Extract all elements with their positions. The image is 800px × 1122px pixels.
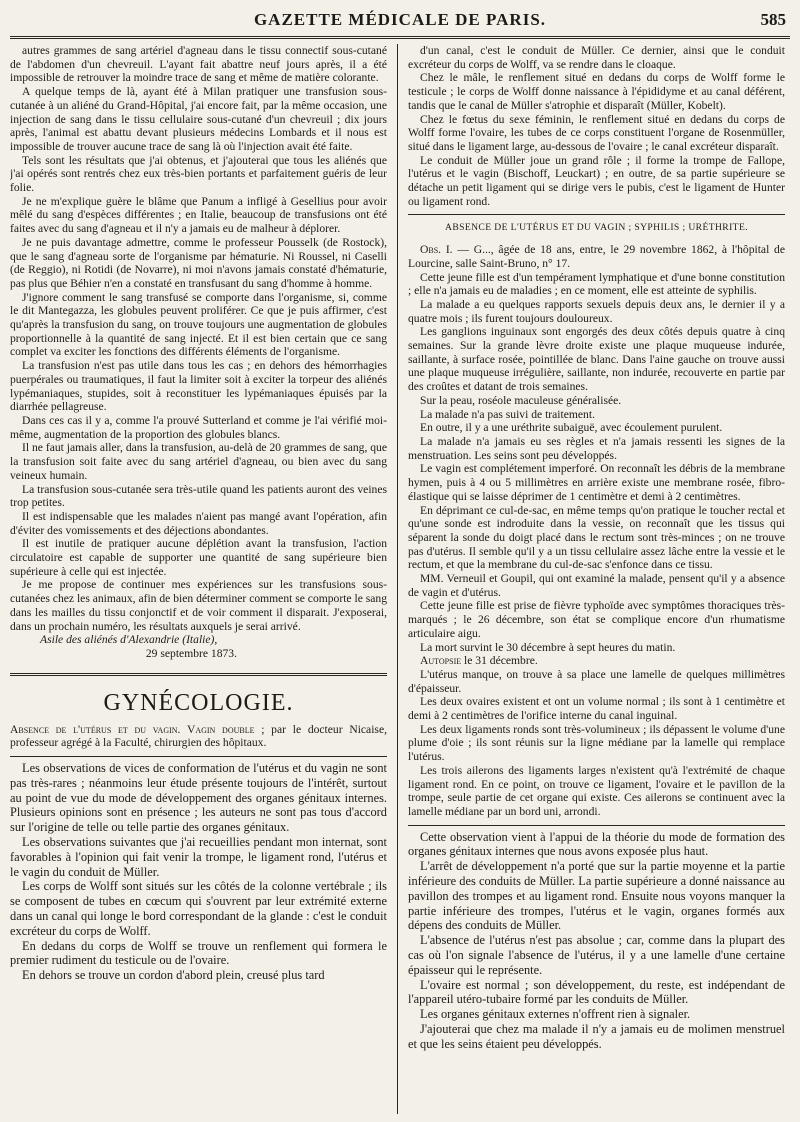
left-top-body	[10, 44, 387, 633]
section-title: GYNÉCOLOGIE.	[103, 689, 294, 716]
paragraph: Cette jeune fille est prise de fièvre typhoïde avec symptômes thoraciques très-marqués ; le 26 décembre, son état se complique encore d'un rhumatisme articulaire aigu.	[408, 599, 785, 640]
paragraph: MM. Verneuil et Goupil, qui ont examiné la malade, pensent qu'il y a absence de vagin et d'utérus.	[408, 572, 785, 599]
paragraph: Le vagin est complétement imperforé. On reconnaît les débris de la membrane hymen, puis à 4 ou 5 millimètres en arrière existe une membrane rosée, fibro-élastique qui se laisse déprimer de 1 centimètre et demi à 2 centimètres.	[408, 462, 785, 503]
autopsy-label: Autopsie	[420, 654, 462, 668]
paragraph: d'un canal, c'est le conduit de Müller. Ce dernier, ainsi que le conduit excréteur du corps de Wolff, va se rendre dans le cloaque.	[408, 44, 785, 71]
paragraph: La malade n'a jamais eu ses règles et n'a jamais ressenti les signes de la menstruation. Les seins sont peu développés.	[408, 434, 785, 462]
signature-date: 29 septembre 1873.	[145, 646, 237, 660]
left-bottom-body	[10, 761, 387, 983]
paragraph: Sur la peau, roséole maculeuse généralisée.	[420, 393, 622, 407]
subheading-rule	[408, 214, 785, 215]
paragraph: autres grammes de sang artériel d'agneau dans le tissu connectif sous-cutané de l'abdomen d'un chevreuil. L'ayant fait abattre neuf jours après, il a été impossible de retrouver la moindre trace de sang et même de matière colorante.	[10, 44, 387, 85]
paragraph: L'utérus manque, on trouve à sa place une lamelle de quelques millimètres d'épaisseur.	[408, 667, 785, 695]
paragraph: Je me propose de continuer mes expériences sur les transfusions sous-cutanées chez les animaux, afin de bien déterminer comment se comporte le sang dans les mailles du tissu conjonctif et de voir comment il disparait. J'exposerai, dans un prochain numéro, les résultats auxquels je serai arrivé.	[10, 578, 387, 633]
signature: Asile des aliénés d'Alexandrie (Italie),	[40, 633, 218, 647]
article-lead	[10, 723, 387, 750]
paragraph: L'ovaire est normal ; son développement, du reste, est indépendant de l'appareil utéro-tubaire formé par les conduits de Müller.	[408, 977, 785, 1007]
column-rule	[397, 44, 398, 1114]
paragraph: En déprimant ce cul-de-sac, en même temps qu'on pratique le toucher rectal et qu'une sonde est indroduite dans la vessie, on reconnaît que les tissus qui séparent la sonde du doigt placé dans le rectum sont très-minces ; on ne trouve pas d'utérus. Il semble qu'il y a un tissu cellulaire assez lâche entre la vessie et le rectum, et que la membrane du cul-de-sac s'enfonce dans ce tissu.	[408, 503, 785, 572]
paragraph: En dehors se trouve un cordon d'abord plein, creusé plus tard	[22, 968, 325, 983]
page-number: 585	[760, 10, 786, 29]
right-mid-body	[408, 271, 785, 655]
right-autopsy-body	[408, 668, 785, 819]
section-separator	[10, 673, 387, 679]
paragraph: Les organes génitaux externes n'offrent rien à signaler.	[420, 1007, 691, 1022]
paragraph: Chez le mâle, le renflement situé en dedans du corps de Wolff forme le testicule ; le corps de Wolff donne naissance à l'épididyme et au canal déférent, tandis que le canal de Müller s'atrophie et disparaît (Müller, Kobelt).	[408, 71, 785, 112]
paragraph: Je ne m'explique guère le blâme que Panum a infligé à Gesellius pour avoir mêlé du sang d'espèces différentes ; en Italie, beaucoup de transfusions ont été faites avec du sang d'agneau et il n'y a jamais eu de malheur à déplorer.	[10, 194, 387, 236]
newspaper-page	[10, 0, 790, 1122]
paragraph: Il est indispensable que les malades n'aient pas mangé avant l'opération, afin d'éviter des vomissements et des déjections abondantes.	[10, 509, 387, 537]
paragraph: Les ganglions inguinaux sont engorgés des deux côtés depuis quatre à cinq semaines. Sur la grande lèvre droite existe une plaque muqueuse indurée, saillante, à surface rosée, pointillée de blanc. Dans l'aine gauche on trouve aussi une plaque muqueuse irrégulière, saillante, non indurée, recouverte en partie par des croûtes et datant de trois semaines.	[408, 325, 785, 394]
paragraph: La transfusion n'est pas utile dans tous les cas ; en dehors des hémorrhagies puerpérales ou traumatiques, il faut la limiter soit à exciter la torpeur des aliénés lypémaniaques, stupides, soit à reconstituer les lypémaniaques épuisés par la diarrhée pellagreuse.	[10, 359, 387, 414]
right-column	[408, 44, 785, 1114]
left-column	[10, 44, 387, 1114]
article-lead-rest: par le docteur Nicaise, professeur agrégé à la Faculté, chirurgien des hôpitaux.	[10, 722, 387, 750]
paragraph: Les observations suivantes que j'ai recueillies pendant mon internat, sont favorables à l'opinion qui fait venir la trompe, le ligament rond, l'utérus et le vagin du conduit de Müller.	[10, 835, 387, 879]
article-lead-title: Absence de l'utérus et du vagin. Vagin double ;	[10, 722, 265, 736]
discussion-rule	[408, 825, 785, 826]
paragraph: L'absence de l'utérus n'est pas absolue ; car, comme dans la plupart des cas où l'on signale l'absence de l'utérus, il y a une lamelle d'une certaine épaisseur qui le représente.	[408, 933, 785, 977]
paragraph: A quelque temps de là, ayant été à Milan pratiquer une transfusion sous-cutanée à un aliéné du Grand-Hôpital, j'ai encore fait, par la même occasion, une injection de sang dans le tissu cellulaire sous-cutané d'un chevreuil ; dix jours après, l'animal est abattu devant plusieurs médecins Lombards et il nous est impossible de trouver aucune trace de sang là où l'injection avait été faite.	[10, 85, 387, 153]
paragraph: Cette jeune fille est d'un tempérament lymphatique et d'une bonne constitution ; elle n'a jamais eu de maladies ; en ce moment, elle est atteinte de syphilis.	[408, 270, 785, 298]
paragraph: Les corps de Wolff sont situés sur les côtés de la colonne vertébrale ; ils se composent de tubes en cœcum qui s'ouvrent par leur extrémité externe dans un canal qui longe le bord correspondant de la glande : c'est le conduit excréteur du corps de Wolff.	[10, 879, 387, 938]
observation-rest: âgée de 18 ans, entre, le 29 novembre 1862, à l'hôpital de Lourcine, salle Saint-Bruno, n° 17.	[408, 243, 785, 270]
paragraph: J'ajouterai que chez ma malade il n'y a jamais eu de molimen menstruel et que les seins étaient peu développés.	[408, 1022, 785, 1051]
paragraph: En outre, il y a une uréthrite subaiguë, avec écoulement purulent.	[420, 421, 723, 435]
paragraph: Dans ces cas il y a, comme l'a prouvé Sutterland et comme je l'ai vérifié moi-même, augmentation de la proportion des globules blancs.	[10, 413, 387, 441]
paragraph: En dedans du corps de Wolff se trouve un renflement qui formera le premier rudiment du testicule ou de l'ovaire.	[10, 938, 387, 968]
paragraph: Les observations de vices de conformation de l'utérus et du vagin ne sont pas très-rares ; néanmoins leur étude présente toujours de l'intérêt, surtout au point de vue du mode de développement des organes génitaux internes. Plusieurs opinions sont en présence ; les auteurs ne sont pas tous d'accord sur l'origine de telle ou telle partie des organes génitaux.	[10, 761, 387, 835]
paragraph: J'ignore comment le sang transfusé se comporte dans l'organisme, si, comme le dit Mantegazza, les globules peuvent proliférer. Ce que je puis affirmer, c'est qu'après la transfusion du sang, on trouve toujours une augmentation de globules proportionnelle à la quantité de sang injecté. Et il est bien certain que ce sang complet va exciter les fonctions des différents éléments de l'organisme.	[10, 290, 387, 359]
paragraph: La malade a eu quelques rapports sexuels depuis deux ans, le dernier il y a quatre mois ; ils furent toujours douloureux.	[408, 297, 785, 325]
journal-title: GAZETTE MÉDICALE DE PARIS.	[253, 10, 547, 29]
paragraph: Il ne faut jamais aller, dans la transfusion, au-delà de 20 grammes de sang, que la transfusion soit faite avec du sang artériel d'agneau, ou bien avec du sang veineux humain.	[10, 441, 387, 482]
paragraph: Il est inutile de pratiquer aucune déplétion avant la transfusion, l'action circulatoire est capable de supporter une quantité de sang supérieure bien supérieure à celle qui est injectée.	[10, 537, 387, 578]
right-top-body	[408, 44, 785, 208]
subheading: ABSENCE DE L'UTÉRUS ET DU VAGIN ; SYPHILIS ; URÉTHRITE.	[444, 222, 749, 234]
right-bottom-body	[408, 830, 785, 1052]
paragraph: Je ne puis davantage admettre, comme le professeur Pousselk (de Rostock), que le sang d'agneau sorte de l'organisme par hématurie. Ni Roussel, ni Caselli (de Reggio), ni Rotidi (de Novarre), ni moi n'avons jamais constaté d'hématurie, pas plus que Béhier n'en a constaté en transfusant du sang d'homme à homme.	[10, 235, 387, 290]
paragraph: La malade n'a pas suivi de traitement.	[420, 407, 595, 421]
paragraph: La transfusion sous-cutanée sera très-utile quand les patients auront des veines trop petites.	[10, 482, 387, 510]
page-header	[10, 10, 790, 39]
columns	[10, 44, 790, 1114]
paragraph: L'arrêt de développement n'a porté que sur la partie moyenne et la partie inférieure des conduits de Müller. La partie supérieure a donné naissance au pavillon des trompes et au ligament rond. Ensuite nous voyons manquer la partie inférieure des trompes, l'utérus et le vagin, organes formés aux dépens des conduits de Müller.	[408, 859, 785, 933]
paragraph: Les deux ovaires existent et ont un volume normal ; ils sont à 1 centimètre et demi à 2 centimètres de l'orifice interne du canal inguinal.	[408, 695, 785, 723]
paragraph: Tels sont les résultats que j'ai obtenus, et j'ajouterai que tous les aliénés que j'ai opérés sont rentrés chez eux très-bien portants et parfaitement guéris de leur folie.	[10, 153, 387, 195]
paragraph: Cette observation vient à l'appui de la théorie du mode de formation des organes génitaux internes que nous avons exposée plus haut.	[408, 829, 785, 859]
article-rule	[10, 756, 387, 757]
paragraph: Chez le fœtus du sexe féminin, le renflement situé en dedans du corps de Wolff forme l'ovaire, les tubes de ce corps constituent l'organe de Rosenmüller, situé dans le ligament large, au-dessous de l'ovaire ; le canal excréteur disparaît.	[408, 112, 785, 153]
paragraph: La mort survint le 30 décembre à sept heures du matin.	[420, 640, 676, 654]
paragraph: Les deux ligaments ronds sont très-volumineux ; ils dépassent le volume d'une plume d'oie ; ils sont réunis sur la ligne médiane par la lamelle qui remplace l'utérus.	[408, 722, 785, 764]
autopsy-rest: le 31 décembre.	[461, 654, 538, 668]
paragraph: Le conduit de Müller joue un grand rôle ; il forme la trompe de Fallope, l'utérus et le vagin (Bischoff, Leuckart) ; en outre, de sa partie supérieure se détache un petit ligament qui se dirige vers le pubis, c'est le ligament de Hunter ou ligament rond.	[408, 153, 785, 208]
autopsy-lead	[408, 654, 785, 668]
observation-label: Obs. I. — G...,	[420, 243, 494, 257]
observation-lead	[408, 243, 785, 270]
paragraph: Les trois ailerons des ligaments larges n'existent qu'à l'extrémité de chaque ligament rond. En ce point, on trouve ce ligament, l'ovaire et le pavillon de la trompe, seule partie de cet organe qui existe. Ces ailerons se continuent avec la lamelle médiane par un bord uni, arrondi.	[408, 763, 785, 818]
